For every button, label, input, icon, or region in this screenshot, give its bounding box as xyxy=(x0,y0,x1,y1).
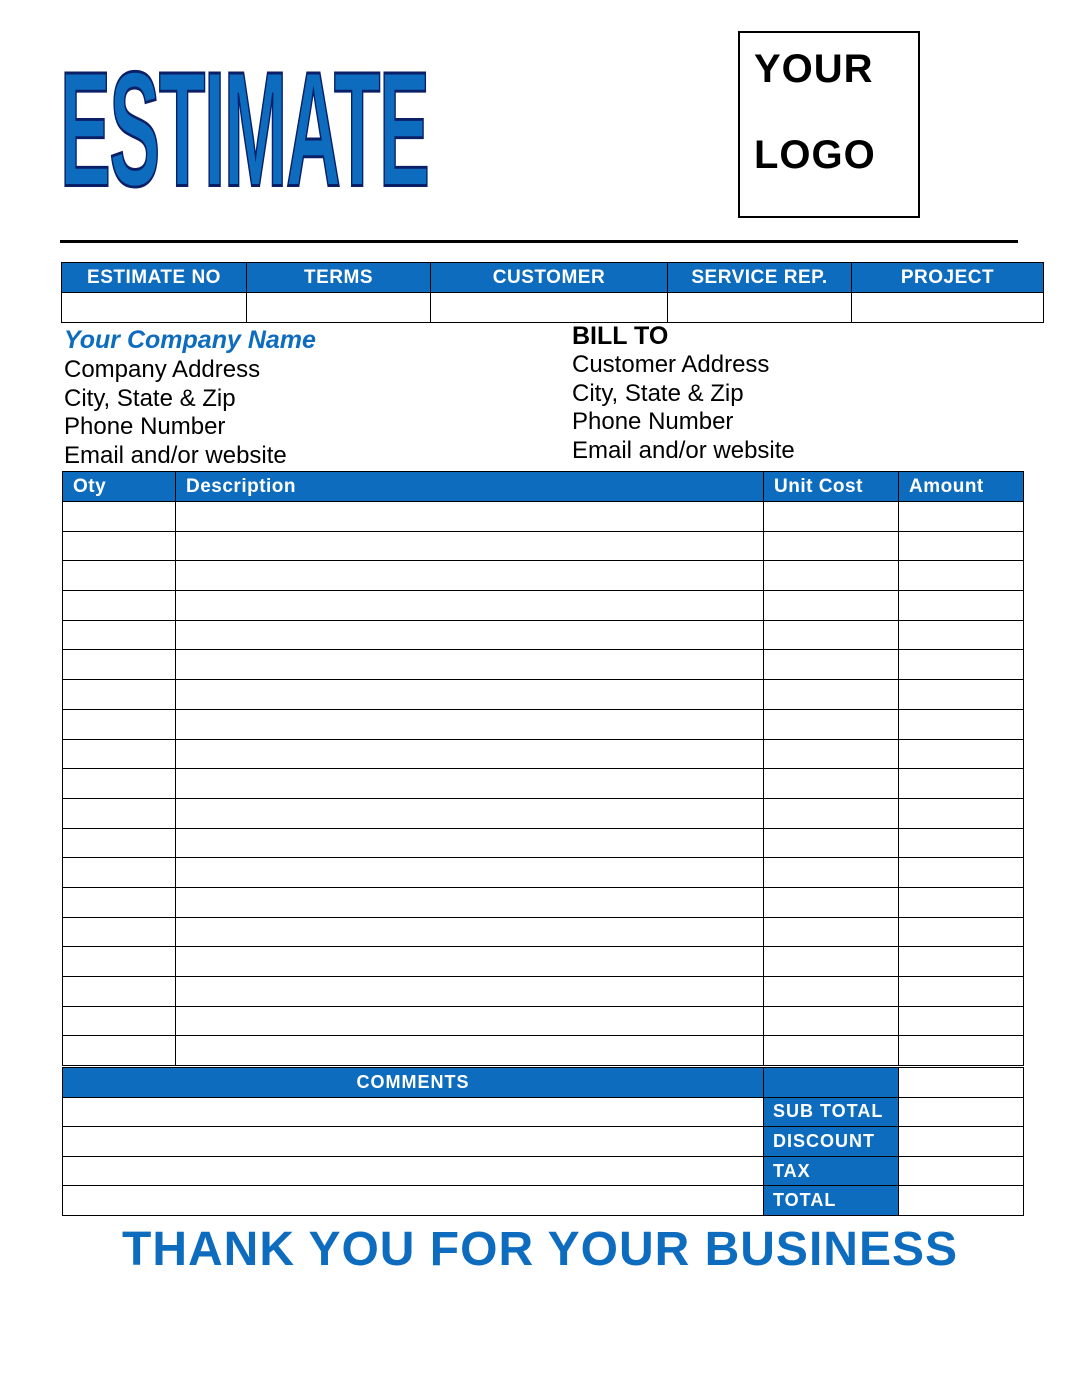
description-cell[interactable] xyxy=(176,828,764,858)
description-cell[interactable] xyxy=(176,1006,764,1036)
unit-cost-cell[interactable] xyxy=(764,947,899,977)
amount-cell[interactable] xyxy=(899,650,1024,680)
unit-cost-cell[interactable] xyxy=(764,1036,899,1066)
amount-cell[interactable] xyxy=(899,739,1024,769)
table-row xyxy=(63,650,1024,680)
items-header-row xyxy=(63,472,1024,502)
terms-field[interactable] xyxy=(247,293,431,323)
unit-cost-cell[interactable] xyxy=(764,709,899,739)
amount-cell[interactable] xyxy=(899,709,1024,739)
comments-line[interactable] xyxy=(63,1097,764,1127)
qty-cell[interactable] xyxy=(63,1006,176,1036)
amount-cell[interactable] xyxy=(899,502,1024,532)
unit-cost-cell[interactable] xyxy=(764,739,899,769)
info-header-row xyxy=(62,263,1044,293)
table-row xyxy=(63,887,1024,917)
customer-field[interactable] xyxy=(431,293,668,323)
bill-to-email: Email and/or website xyxy=(572,436,795,464)
sub-total-label: SUB TOTAL xyxy=(764,1097,899,1127)
description-cell[interactable] xyxy=(176,502,764,532)
amount-cell[interactable] xyxy=(899,977,1024,1007)
bill-to-city: City, State & Zip xyxy=(572,379,744,407)
service-rep-field[interactable] xyxy=(668,293,852,323)
company-email: Email and/or website xyxy=(64,441,287,469)
table-row xyxy=(63,1006,1024,1036)
unit-cost-cell[interactable] xyxy=(764,650,899,680)
description-cell[interactable] xyxy=(176,858,764,888)
project-field[interactable] xyxy=(852,293,1044,323)
unit-cost-cell[interactable] xyxy=(764,591,899,621)
summary-row xyxy=(63,1097,1024,1127)
qty-cell[interactable] xyxy=(63,620,176,650)
table-row xyxy=(63,769,1024,799)
qty-header: Oty xyxy=(63,472,176,502)
description-cell[interactable] xyxy=(176,739,764,769)
comments-line[interactable] xyxy=(63,1186,764,1216)
comments-line[interactable] xyxy=(63,1127,764,1157)
logo-line-2: LOGO xyxy=(754,133,876,177)
company-city: City, State & Zip xyxy=(64,384,236,412)
qty-cell[interactable] xyxy=(63,739,176,769)
total-label: TOTAL xyxy=(764,1186,899,1216)
summary-row xyxy=(63,1186,1024,1216)
amount-header: Amount xyxy=(899,472,1024,502)
company-phone: Phone Number xyxy=(64,413,226,440)
bill-to-block xyxy=(572,321,795,465)
company-block xyxy=(64,324,316,470)
customer-header: CUSTOMER xyxy=(431,263,668,293)
tax-label: TAX xyxy=(764,1156,899,1186)
unit-cost-cell[interactable] xyxy=(764,531,899,561)
unit-cost-cell[interactable] xyxy=(764,917,899,947)
project-header: PROJECT xyxy=(852,263,1044,293)
qty-cell[interactable] xyxy=(63,502,176,532)
amount-cell[interactable] xyxy=(899,798,1024,828)
thank-you-footer: THANK YOU FOR YOUR BUSINESS xyxy=(122,1223,958,1276)
line-items-table xyxy=(62,471,1024,1066)
unit-cost-cell[interactable] xyxy=(764,769,899,799)
service-rep-header: SERVICE REP. xyxy=(668,263,852,293)
description-cell[interactable] xyxy=(176,1036,764,1066)
company-name: Your Company Name xyxy=(64,326,316,354)
discount-field[interactable] xyxy=(899,1127,1024,1157)
description-cell[interactable] xyxy=(176,709,764,739)
table-row xyxy=(63,739,1024,769)
table-row xyxy=(63,502,1024,532)
unit-cost-cell[interactable] xyxy=(764,502,899,532)
table-row xyxy=(63,620,1024,650)
description-cell[interactable] xyxy=(176,620,764,650)
qty-cell[interactable] xyxy=(63,709,176,739)
amount-cell[interactable] xyxy=(899,620,1024,650)
amount-cell[interactable] xyxy=(899,531,1024,561)
amount-cell[interactable] xyxy=(899,1006,1024,1036)
unit-cost-cell[interactable] xyxy=(764,620,899,650)
table-row xyxy=(63,709,1024,739)
qty-cell[interactable] xyxy=(63,828,176,858)
qty-cell[interactable] xyxy=(63,798,176,828)
comments-header-row xyxy=(63,1068,1024,1098)
qty-cell[interactable] xyxy=(63,917,176,947)
description-cell[interactable] xyxy=(176,977,764,1007)
table-row xyxy=(63,591,1024,621)
logo-line-1: YOUR xyxy=(754,47,874,91)
unit-cost-cell[interactable] xyxy=(764,680,899,710)
summary-spacer xyxy=(764,1068,899,1098)
logo-placeholder xyxy=(738,31,920,218)
summary-row xyxy=(63,1156,1024,1186)
terms-header: TERMS xyxy=(247,263,431,293)
table-row xyxy=(63,561,1024,591)
amount-cell[interactable] xyxy=(899,680,1024,710)
table-row xyxy=(63,1036,1024,1066)
description-cell[interactable] xyxy=(176,591,764,621)
qty-cell[interactable] xyxy=(63,680,176,710)
qty-cell[interactable] xyxy=(63,1036,176,1066)
table-row xyxy=(63,858,1024,888)
discount-label: DISCOUNT xyxy=(764,1127,899,1157)
unit-cost-cell[interactable] xyxy=(764,887,899,917)
unit-cost-cell[interactable] xyxy=(764,1006,899,1036)
unit-cost-cell[interactable] xyxy=(764,798,899,828)
amount-cell[interactable] xyxy=(899,561,1024,591)
estimate-no-header: ESTIMATE NO xyxy=(62,263,247,293)
description-cell[interactable] xyxy=(176,917,764,947)
summary-table xyxy=(62,1067,1024,1216)
description-cell[interactable] xyxy=(176,947,764,977)
estimate-title xyxy=(60,45,510,215)
unit-cost-cell[interactable] xyxy=(764,977,899,1007)
amount-cell[interactable] xyxy=(899,769,1024,799)
amount-cell[interactable] xyxy=(899,887,1024,917)
description-cell[interactable] xyxy=(176,769,764,799)
amount-cell[interactable] xyxy=(899,858,1024,888)
bill-to-address: Customer Address xyxy=(572,351,770,378)
company-address: Company Address xyxy=(64,356,261,383)
bill-to-title: BILL TO xyxy=(572,322,669,350)
qty-cell[interactable] xyxy=(63,531,176,561)
description-cell[interactable] xyxy=(176,887,764,917)
bill-to-phone: Phone Number xyxy=(572,408,734,435)
comments-line[interactable] xyxy=(63,1156,764,1186)
sub-total-field[interactable] xyxy=(899,1097,1024,1127)
qty-cell[interactable] xyxy=(63,561,176,591)
unit-cost-cell[interactable] xyxy=(764,561,899,591)
table-row xyxy=(63,828,1024,858)
description-cell[interactable] xyxy=(176,680,764,710)
comments-header: COMMENTS xyxy=(63,1068,764,1098)
table-row xyxy=(63,798,1024,828)
amount-cell[interactable] xyxy=(899,947,1024,977)
qty-cell[interactable] xyxy=(63,650,176,680)
unit-cost-header: Unit Cost xyxy=(764,472,899,502)
estimate-info-table xyxy=(61,262,1044,323)
amount-cell[interactable] xyxy=(899,1036,1024,1066)
amount-cell[interactable] xyxy=(899,591,1024,621)
estimate-no-field[interactable] xyxy=(62,293,247,323)
unit-cost-cell[interactable] xyxy=(764,858,899,888)
table-row xyxy=(63,680,1024,710)
description-cell[interactable] xyxy=(176,561,764,591)
summary-spacer-value xyxy=(899,1068,1024,1098)
qty-cell[interactable] xyxy=(63,947,176,977)
description-header: Description xyxy=(176,472,764,502)
table-row xyxy=(63,947,1024,977)
table-row xyxy=(63,917,1024,947)
qty-cell[interactable] xyxy=(63,887,176,917)
tax-field[interactable] xyxy=(899,1156,1024,1186)
estimate-title-text: ESTIMATE xyxy=(60,45,429,215)
qty-cell[interactable] xyxy=(63,591,176,621)
description-cell[interactable] xyxy=(176,798,764,828)
qty-cell[interactable] xyxy=(63,769,176,799)
total-field[interactable] xyxy=(899,1186,1024,1216)
amount-cell[interactable] xyxy=(899,917,1024,947)
info-value-row xyxy=(62,293,1044,323)
unit-cost-cell[interactable] xyxy=(764,828,899,858)
amount-cell[interactable] xyxy=(899,828,1024,858)
items-body xyxy=(63,502,1024,1066)
description-cell[interactable] xyxy=(176,650,764,680)
table-row xyxy=(63,977,1024,1007)
qty-cell[interactable] xyxy=(63,977,176,1007)
description-cell[interactable] xyxy=(176,531,764,561)
table-row xyxy=(63,531,1024,561)
qty-cell[interactable] xyxy=(63,858,176,888)
summary-row xyxy=(63,1127,1024,1157)
header-divider xyxy=(60,240,1018,243)
